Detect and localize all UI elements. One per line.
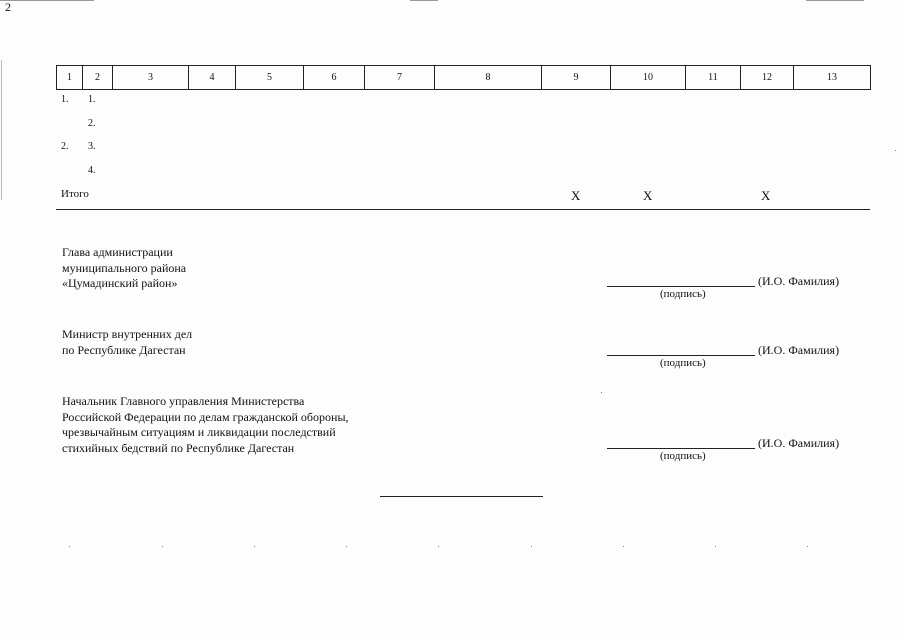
scan-edge-mark	[410, 0, 438, 1]
row-subnumber: 1.	[88, 94, 96, 105]
row-subnumber: 3.	[88, 141, 96, 152]
total-mark-col10: Х	[643, 188, 653, 203]
header-cell: 5	[236, 66, 304, 90]
total-mark-col9: Х	[571, 188, 581, 203]
signature-caption: (подпись)	[660, 357, 706, 369]
header-cell: 11	[686, 66, 741, 90]
header-cell: 4	[189, 66, 236, 90]
header-cell: 10	[611, 66, 686, 90]
signer-title	[62, 245, 186, 292]
signer-title-line: Российской Федерации по делам гражданской обороны,	[62, 409, 349, 424]
header-cell: 1	[57, 66, 83, 90]
signature-line	[607, 286, 755, 287]
signer-title	[62, 327, 192, 358]
scan-speck	[346, 546, 347, 547]
signer-name: (И.О. Фамилия)	[758, 274, 840, 288]
scan-speck	[715, 546, 716, 547]
signer-title-line: муниципального района	[62, 260, 187, 275]
scan-speck	[162, 546, 163, 547]
header-cell: 13	[794, 66, 871, 90]
total-label: Итого	[61, 188, 89, 200]
row-number: 2.	[61, 141, 69, 152]
signature-caption: (подпись)	[660, 450, 706, 462]
scan-edge-mark	[1, 60, 2, 200]
scan-speck	[531, 546, 532, 547]
signer-title-line: чрезвычайным ситуациям и ликвидации последствий	[62, 425, 336, 439]
signature-line	[607, 355, 755, 356]
signer-title-line: по Республике Дагестан	[62, 342, 186, 357]
signature-line	[607, 448, 755, 449]
header-cell: 8	[435, 66, 542, 90]
header-cell: 7	[365, 66, 435, 90]
scan-edge-mark	[806, 0, 864, 1]
header-cell: 2	[83, 66, 113, 90]
scan-speck	[807, 546, 808, 547]
page-number: 2	[5, 0, 11, 14]
total-mark-col12: Х	[761, 188, 771, 203]
row-subnumber: 4.	[88, 165, 96, 176]
row-subnumber: 2.	[88, 118, 96, 129]
row-number: 1.	[61, 94, 69, 105]
header-cell: 6	[304, 66, 365, 90]
signer-title-line: стихийных бедствий по Республике Дагестан	[62, 440, 295, 455]
signature-caption: (подпись)	[660, 288, 706, 300]
scan-speck	[895, 150, 896, 151]
header-row	[57, 66, 871, 90]
signer-name: (И.О. Фамилия)	[758, 436, 840, 450]
signer-title	[62, 394, 349, 456]
scan-speck	[69, 546, 70, 547]
scan-speck	[623, 546, 624, 547]
scan-speck	[438, 546, 439, 547]
signer-title-line: Глава администрации	[62, 245, 173, 259]
header-cell: 9	[542, 66, 611, 90]
header-cell: 12	[741, 66, 794, 90]
data-table-header	[56, 65, 871, 90]
table-bottom-rule	[56, 209, 870, 210]
header-cell: 3	[113, 66, 189, 90]
signer-title-line: Министр внутренних дел	[62, 327, 193, 341]
signer-title-line: Начальник Главного управления Министерства	[62, 394, 305, 408]
signer-name: (И.О. Фамилия)	[758, 343, 840, 357]
signer-title-line: «Цумадинский район»	[62, 276, 178, 290]
end-of-document-rule	[380, 496, 543, 497]
scan-edge-mark	[0, 0, 94, 1]
scan-speck	[254, 546, 255, 547]
scan-speck	[601, 392, 602, 393]
